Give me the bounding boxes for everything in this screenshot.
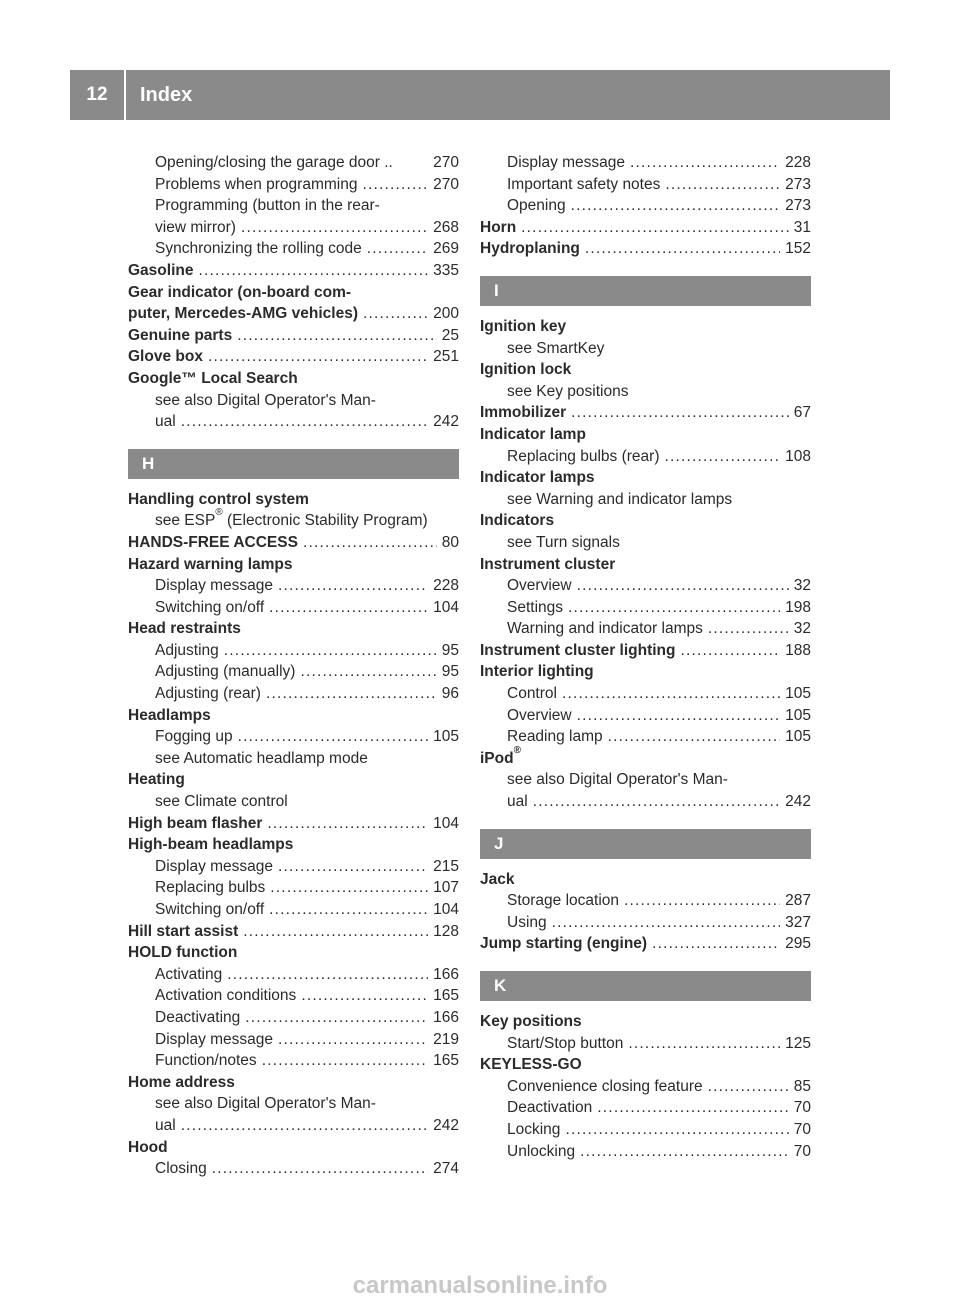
index-entry (480, 316, 811, 338)
dot-leader (571, 195, 781, 217)
entry-text: ual (155, 413, 176, 431)
section-letter-j: J (480, 829, 811, 859)
page-reference[interactable]: 165 (433, 987, 459, 1005)
index-entry (128, 618, 459, 640)
page-reference[interactable]: 152 (785, 240, 811, 258)
dot-leader (652, 933, 780, 955)
entry-text: Display message (155, 577, 274, 595)
index-subentry (128, 1093, 459, 1115)
entry-text: Indicator lamp (480, 425, 586, 443)
index-subentry (480, 791, 811, 813)
entry-text: Heating (128, 771, 185, 789)
page-reference[interactable]: 32 (793, 620, 811, 638)
entry-text: Closing (155, 1160, 207, 1178)
entry-text: Synchronizing the rolling code (155, 240, 362, 258)
page-reference[interactable]: 104 (433, 814, 459, 832)
dot-leader (680, 640, 780, 662)
page-reference[interactable]: 31 (793, 218, 811, 236)
index-subentry (128, 899, 459, 921)
entry-text: Instrument cluster (480, 555, 616, 573)
entry-text: Immobilizer (480, 404, 567, 422)
index-entry (480, 554, 811, 576)
page-reference[interactable]: 251 (433, 348, 459, 366)
page-title: Index (140, 83, 193, 106)
page-reference[interactable]: 166 (433, 1008, 459, 1026)
entry-text: Gasoline (128, 261, 194, 279)
entry-text: Indicators (480, 512, 555, 530)
entry-text: Interior lighting (480, 663, 594, 681)
index-subentry (128, 507, 459, 532)
dot-leader (571, 402, 789, 424)
page-reference[interactable]: 70 (793, 1120, 811, 1138)
entry-text: Warning and indicator lamps (507, 620, 703, 638)
entry-text: Hood (128, 1138, 168, 1156)
index-subentry (128, 1050, 459, 1072)
page-reference[interactable]: 96 (441, 685, 459, 703)
entry-text: Locking (507, 1120, 561, 1138)
index-entry (480, 238, 811, 260)
index-entry (480, 1054, 811, 1076)
entry-text: Adjusting (manually) (155, 663, 296, 681)
index-subentry (480, 1141, 811, 1163)
index-entry (128, 260, 459, 282)
index-subentry (128, 1029, 459, 1051)
index-subentry (480, 575, 811, 597)
page-reference[interactable]: 270 (433, 175, 459, 193)
dot-leader (608, 726, 780, 748)
page-reference[interactable]: 274 (433, 1160, 459, 1178)
page-reference[interactable]: 32 (793, 577, 811, 595)
dot-leader (267, 813, 428, 835)
index-subentry (128, 640, 459, 662)
entry-text: Activation conditions (155, 987, 297, 1005)
index-entry (480, 640, 811, 662)
entry-text: see Climate control (155, 793, 288, 811)
dot-leader (270, 877, 428, 899)
entry-text: Hazard warning lamps (128, 555, 293, 573)
index-entry (128, 1072, 459, 1094)
entry-text: ual (155, 1116, 176, 1134)
entry-text: Convenience closing feature (507, 1077, 703, 1095)
registered-mark: ® (215, 507, 223, 519)
index-entry (480, 1011, 811, 1033)
entry-text: HOLD function (128, 944, 238, 962)
dot-leader (585, 238, 780, 260)
index-subentry (480, 890, 811, 912)
entry-text: see Automatic headlamp mode (155, 749, 368, 767)
entry-text: Adjusting (155, 641, 219, 659)
index-subentry (480, 489, 811, 511)
entry-text: see ESP® (Electronic Stability Program) (155, 507, 428, 530)
index-entry (128, 834, 459, 856)
index-column-right (480, 152, 811, 1162)
index-subentry (480, 683, 811, 705)
index-subentry (480, 1097, 811, 1119)
page-reference[interactable]: 107 (433, 879, 459, 897)
index-subentry (128, 238, 459, 260)
entry-text: Problems when programming (155, 175, 358, 193)
index-entry (128, 368, 459, 390)
page-reference[interactable]: 95 (441, 641, 459, 659)
registered-mark: ® (513, 744, 521, 756)
index-subentry (128, 195, 459, 217)
entry-text: Handling control system (128, 490, 309, 508)
entry-text: ual (507, 793, 528, 811)
entry-text: Key positions (480, 1013, 582, 1030)
dot-leader (630, 152, 780, 174)
dot-leader (181, 1115, 428, 1137)
page-reference[interactable]: 105 (785, 685, 811, 703)
index-subentry (480, 1076, 811, 1098)
entry-text: Display message (155, 1030, 274, 1048)
dot-leader (597, 1097, 788, 1119)
dot-leader (577, 705, 781, 727)
index-subentry (480, 446, 811, 468)
page-reference[interactable]: 273 (785, 175, 811, 193)
entry-text: Display message (155, 857, 274, 875)
dot-leader (562, 683, 780, 705)
dot-leader (241, 217, 428, 239)
entry-text: Unlocking (507, 1142, 576, 1160)
index-entry (128, 346, 459, 368)
index-subentry (128, 597, 459, 619)
index-subentry (480, 152, 811, 174)
dot-leader (708, 1076, 789, 1098)
page-reference[interactable]: 242 (785, 793, 811, 811)
entry-text: Switching on/off (155, 598, 265, 616)
index-subentry (128, 152, 459, 174)
index-entry (128, 325, 459, 347)
page-reference[interactable]: 327 (785, 913, 811, 931)
index-subentry (128, 964, 459, 986)
page-reference[interactable]: 70 (793, 1099, 811, 1117)
page-reference[interactable]: 128 (433, 922, 459, 940)
page-reference[interactable]: 70 (793, 1142, 811, 1160)
entry-text: see SmartKey (507, 339, 605, 357)
entry-text: Opening/closing the garage door .. (155, 154, 393, 171)
index-entry (128, 942, 459, 964)
entry-text: Overview (507, 577, 572, 595)
dot-leader (238, 726, 429, 748)
entry-text: Head restraints (128, 620, 241, 638)
dot-leader (278, 575, 428, 597)
index-entry (128, 554, 459, 576)
entry-text: Headlamps (128, 706, 211, 724)
page-reference[interactable]: 108 (785, 447, 811, 465)
entry-text: view mirror) (155, 218, 236, 236)
dot-leader (628, 1033, 780, 1055)
index-entry (480, 661, 811, 683)
dot-leader (245, 1007, 428, 1029)
entry-text: Settings (507, 598, 564, 616)
page-number: 12 (70, 70, 126, 120)
dot-leader (262, 1050, 428, 1072)
dot-leader (665, 174, 780, 196)
page-reference[interactable]: 125 (785, 1034, 811, 1052)
index-subentry (128, 791, 459, 813)
index-entry (480, 467, 811, 489)
index-subentry (480, 618, 811, 640)
dot-leader (208, 346, 428, 368)
dot-leader (367, 238, 428, 260)
index-subentry (128, 1007, 459, 1029)
entry-text: HANDS-FREE ACCESS (128, 533, 298, 551)
page-reference[interactable]: 104 (433, 901, 459, 918)
dot-leader (227, 964, 428, 986)
index-subentry (480, 769, 811, 791)
watermark: carmanualsonline.info (352, 1272, 608, 1299)
entry-text: Adjusting (rear) (155, 685, 261, 703)
index-entry (128, 282, 459, 304)
index-entry (128, 489, 459, 511)
page-reference[interactable]: 95 (441, 663, 459, 681)
index-subentry (480, 1033, 811, 1055)
index-subentry (128, 575, 459, 597)
entry-text: Instrument cluster lighting (480, 641, 676, 659)
page-reference[interactable]: 215 (433, 857, 459, 875)
dot-leader (362, 174, 428, 196)
dot-leader (278, 856, 428, 878)
page-reference[interactable]: 104 (433, 598, 459, 616)
entry-text: Genuine parts (128, 326, 233, 344)
entry-text: see Warning and indicator lamps (507, 490, 733, 508)
index-subentry (480, 597, 811, 619)
index-subentry (128, 411, 459, 433)
dot-leader (521, 217, 789, 239)
index-entry (480, 510, 811, 532)
page-reference[interactable]: 188 (785, 641, 811, 659)
dot-leader (181, 411, 428, 433)
index-subentry (128, 217, 459, 239)
dot-leader (243, 921, 428, 943)
index-subentry (480, 705, 811, 727)
index-subentry (480, 195, 811, 217)
index-subentry (480, 726, 811, 748)
page-reference[interactable]: 198 (785, 598, 811, 616)
entry-text: Reading lamp (507, 728, 603, 746)
index-subentry (128, 748, 459, 770)
entry-text: Google™ Local Search (128, 369, 298, 387)
index-entry (480, 869, 811, 891)
page-reference[interactable]: 287 (785, 892, 811, 910)
page-reference[interactable]: 228 (433, 577, 459, 595)
entry-text: iPod® (480, 744, 521, 767)
page-reference[interactable]: 25 (441, 326, 459, 344)
index-subentry (128, 661, 459, 683)
dot-leader (278, 1029, 428, 1051)
index-subentry (480, 912, 811, 934)
section-letter-h: H (128, 449, 459, 479)
dot-leader (300, 661, 436, 683)
dot-leader (303, 532, 437, 554)
dot-leader (533, 791, 780, 813)
index-entry (128, 921, 459, 943)
entry-text: Activating (155, 965, 223, 983)
dot-leader (269, 899, 428, 921)
index-subentry (128, 174, 459, 196)
page-reference[interactable]: 242 (433, 1116, 459, 1134)
dot-leader (266, 683, 437, 705)
entry-text: see Turn signals (507, 533, 620, 551)
entry-text: Hydroplaning (480, 240, 580, 258)
entry-text: Ignition lock (480, 361, 572, 379)
index-entry (128, 532, 459, 554)
page-reference[interactable]: 166 (433, 965, 459, 983)
entry-text: see also Digital Operator's Man- (155, 391, 376, 409)
page-reference[interactable]: 67 (793, 404, 811, 422)
entry-text: Jump starting (engine) (480, 935, 648, 953)
dot-leader (624, 890, 780, 912)
entry-text: High beam flasher (128, 814, 263, 832)
page-reference[interactable]: 165 (433, 1052, 459, 1070)
entry-text: Replacing bulbs (rear) (507, 447, 660, 465)
page-reference[interactable]: 335 (433, 261, 459, 279)
dot-leader (577, 575, 789, 597)
entry-text: High-beam headlamps (128, 836, 294, 854)
entry-text: KEYLESS-GO (480, 1056, 582, 1074)
entry-text: Important safety notes (507, 175, 661, 193)
index-subentry (128, 683, 459, 705)
index-entry (128, 769, 459, 791)
index-entry (128, 1137, 459, 1159)
index-subentry (480, 1119, 811, 1141)
index-entry (128, 303, 459, 325)
page-reference[interactable]: 105 (785, 728, 811, 746)
page-reference[interactable]: 242 (433, 413, 459, 431)
index-subentry (128, 726, 459, 748)
index-subentry (480, 338, 811, 360)
page-header (70, 70, 890, 120)
index-subentry (128, 390, 459, 412)
dot-leader (198, 260, 428, 282)
dot-leader (665, 446, 781, 468)
page-reference[interactable]: 105 (433, 728, 459, 746)
dot-leader (212, 1158, 428, 1180)
index-subentry (480, 532, 811, 554)
index-subentry (128, 877, 459, 899)
index-subentry (480, 174, 811, 196)
index-entry (128, 813, 459, 835)
entry-text: Function/notes (155, 1052, 257, 1070)
entry-text: see also Digital Operator's Man- (507, 771, 728, 789)
entry-text: Control (507, 685, 557, 703)
entry-text: Storage location (507, 892, 620, 910)
entry-text: Replacing bulbs (155, 879, 266, 897)
section-letter-i: I (480, 276, 811, 306)
dot-leader (269, 597, 428, 619)
entry-text: Switching on/off (155, 901, 265, 918)
dot-leader (708, 618, 789, 640)
index-subentry (128, 985, 459, 1007)
entry-text: Using (507, 913, 547, 931)
dot-leader (301, 985, 428, 1007)
dot-leader (568, 597, 780, 619)
entry-text: Jack (480, 870, 515, 888)
dot-leader (363, 303, 428, 325)
entry-text: Deactivating (155, 1008, 241, 1026)
index-entry (480, 402, 811, 424)
entry-text: Display message (507, 154, 626, 171)
entry-text: Glove box (128, 348, 203, 366)
dot-leader (237, 325, 437, 347)
dot-leader (565, 1119, 788, 1141)
index-entry (480, 359, 811, 381)
entry-text: Indicator lamps (480, 469, 595, 487)
section-letter-k: K (480, 971, 811, 1001)
entry-text: Programming (button in the rear- (155, 197, 380, 215)
page-reference[interactable]: 85 (793, 1077, 811, 1095)
page-reference[interactable]: 228 (785, 154, 811, 171)
dot-leader (580, 1141, 789, 1163)
index-subentry (128, 856, 459, 878)
index-entry (480, 217, 811, 239)
index-entry (480, 744, 811, 770)
index-entry (480, 424, 811, 446)
index-subentry (128, 1115, 459, 1137)
entry-text: Deactivation (507, 1099, 593, 1117)
index-entry (128, 705, 459, 727)
index-subentry (128, 1158, 459, 1180)
index-entry (480, 933, 811, 955)
page-reference[interactable]: 105 (785, 706, 811, 724)
index-column-left (128, 152, 459, 1180)
entry-text: Horn (480, 218, 517, 236)
entry-text: see Key positions (507, 382, 629, 400)
dot-leader (224, 640, 437, 662)
entry-text: Overview (507, 706, 572, 724)
page-reference[interactable]: 200 (433, 305, 459, 323)
page-reference[interactable]: 270 (433, 154, 459, 171)
dot-leader (552, 912, 780, 934)
entry-text: see also Digital Operator's Man- (155, 1095, 376, 1113)
entry-text: Start/Stop button (507, 1034, 624, 1052)
page-reference[interactable]: 268 (433, 218, 459, 236)
entry-text: Opening (507, 197, 566, 215)
entry-text: Hill start assist (128, 922, 239, 940)
page-reference[interactable]: 269 (433, 240, 459, 258)
entry-text: Home address (128, 1073, 235, 1091)
index-subentry (480, 381, 811, 403)
page-reference[interactable]: 80 (441, 533, 459, 551)
entry-text: Gear indicator (on-board com- (128, 283, 352, 301)
entry-text: puter, Mercedes-AMG vehicles) (128, 305, 358, 323)
page-reference[interactable]: 295 (785, 935, 811, 953)
entry-text: Ignition key (480, 317, 567, 335)
entry-text: Fogging up (155, 728, 233, 746)
page-reference[interactable]: 273 (785, 197, 811, 215)
page-reference[interactable]: 219 (433, 1030, 459, 1048)
